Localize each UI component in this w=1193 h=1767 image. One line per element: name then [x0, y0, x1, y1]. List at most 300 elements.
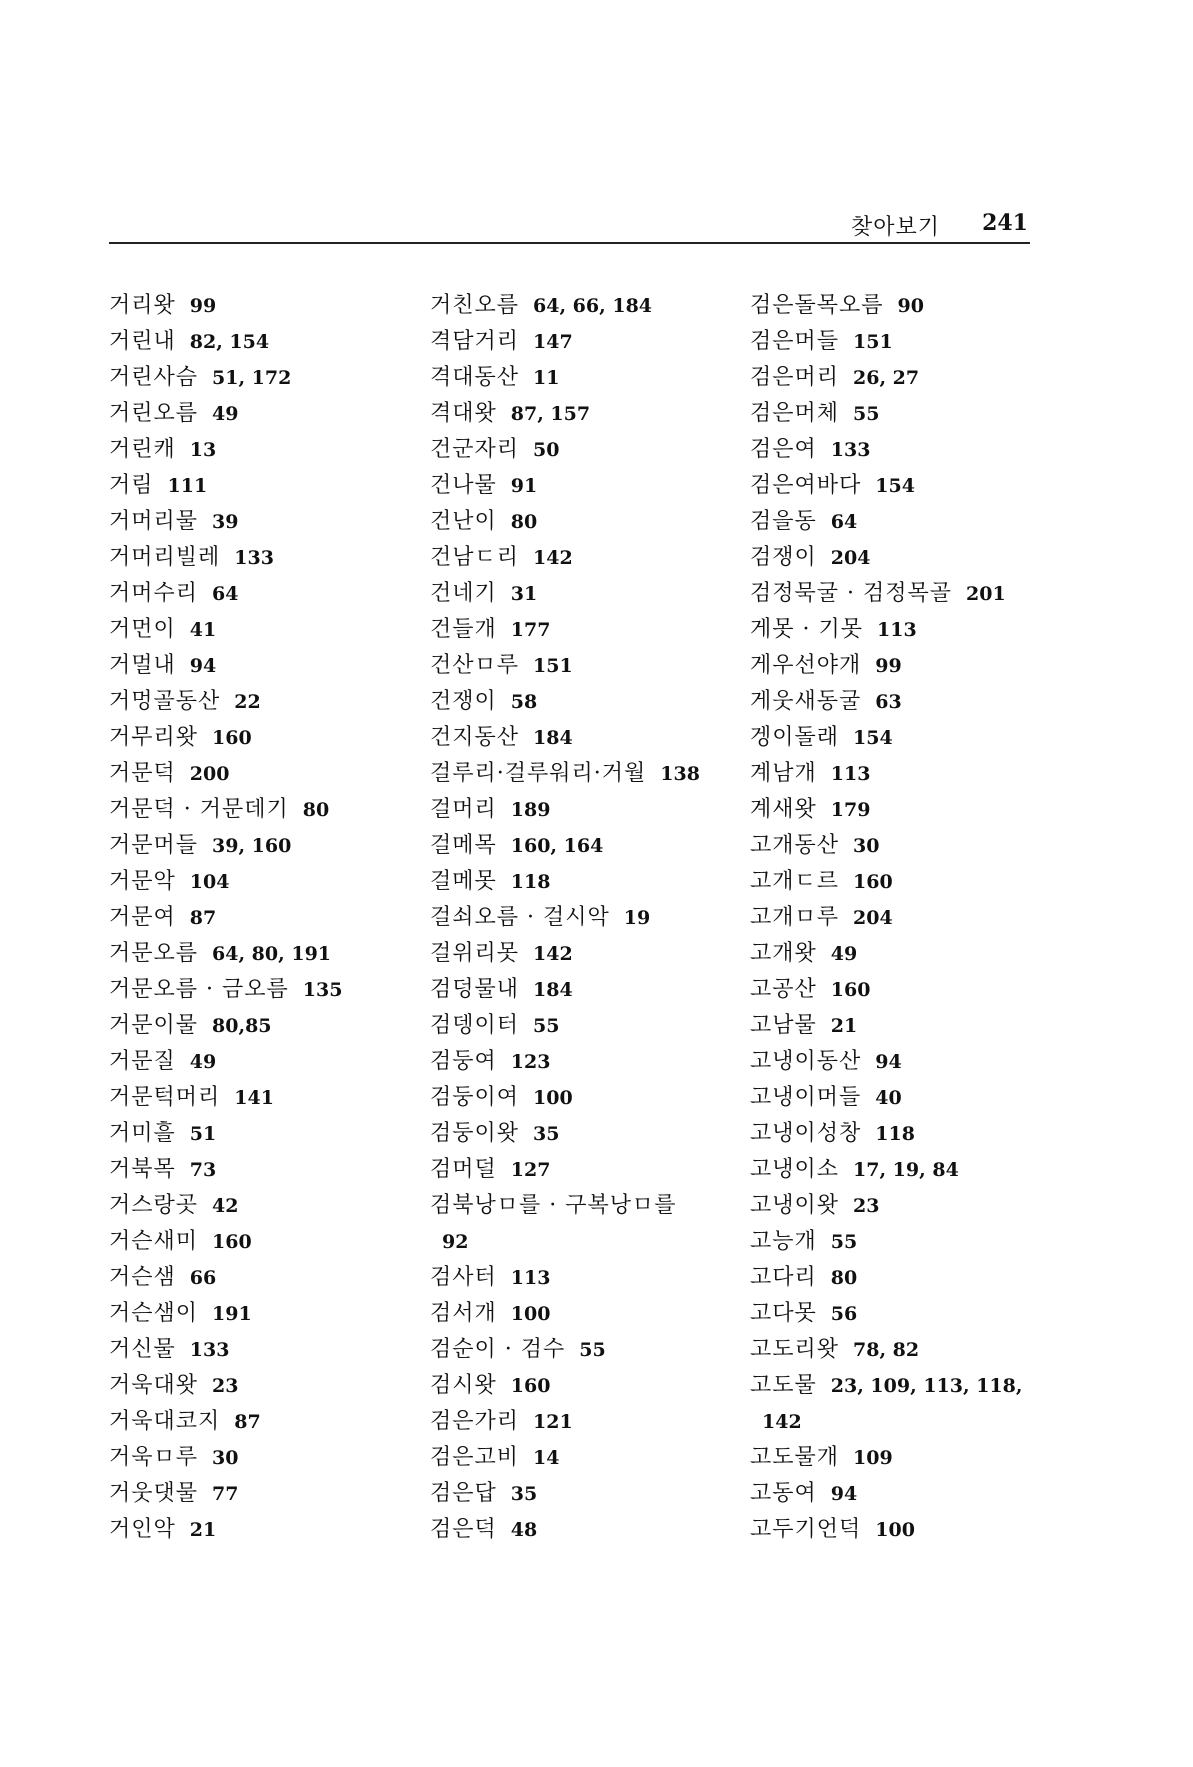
index-page-numbers: 179: [830, 799, 871, 821]
index-page-numbers: 151: [853, 331, 893, 353]
index-page-numbers: 141: [234, 1087, 274, 1109]
index-entry: [750, 900, 1050, 936]
index-term: 거문오름 · 금오름: [109, 977, 289, 1002]
index-term: 격대동산: [430, 365, 520, 390]
index-page-numbers: 127: [510, 1159, 551, 1181]
index-entry: [430, 684, 750, 720]
index-entry: [430, 1008, 750, 1044]
index-term: 거욱대코지: [109, 1409, 221, 1434]
index-entry: [750, 612, 1050, 648]
index-term: 거린사슴: [109, 365, 199, 390]
index-page-numbers: 142: [762, 1411, 802, 1433]
index-page-numbers: 87, 157: [510, 403, 591, 425]
index-page-numbers: 64, 66, 184: [533, 295, 653, 317]
index-entry: [109, 1260, 419, 1296]
index-term: 검은돌목오름: [750, 293, 884, 318]
index-term: 거먼이: [109, 617, 176, 642]
index-page-numbers: 80,85: [212, 1015, 272, 1037]
index-page-numbers: 135: [302, 979, 343, 1001]
index-entry: [109, 1008, 419, 1044]
index-entry: [109, 1440, 419, 1476]
index-entry: [750, 1260, 1050, 1296]
index-term: 건들개: [430, 617, 497, 642]
index-term: 걸위리못: [430, 941, 520, 966]
index-entry: [109, 1116, 419, 1152]
index-page-numbers: 94: [875, 1051, 902, 1073]
index-page-numbers: 23: [212, 1375, 239, 1397]
index-entry: [750, 1224, 1050, 1260]
index-term: 거욱대왓: [109, 1373, 199, 1398]
index-entry: [750, 1008, 1050, 1044]
index-entry: [750, 360, 1050, 396]
index-term: 검은가리: [430, 1409, 520, 1434]
index-entry: [109, 1080, 419, 1116]
index-page-numbers: 142: [533, 943, 573, 965]
index-page-numbers: 160, 164: [510, 835, 604, 857]
index-entry: [109, 792, 419, 828]
index-page-numbers: 118: [510, 871, 551, 893]
index-term: 거린캐: [109, 437, 176, 462]
index-entry: [750, 1368, 1050, 1404]
index-term: 거친오름: [430, 293, 520, 318]
index-page-numbers: 21: [189, 1519, 217, 1541]
index-entry: [430, 1404, 750, 1440]
index-entry: [430, 288, 750, 324]
index-entry: [750, 504, 1050, 540]
index-page-numbers: 111: [167, 475, 208, 497]
index-term: 건네기: [430, 581, 497, 606]
index-entry: [750, 396, 1050, 432]
index-entry: [430, 1368, 750, 1404]
index-term: 거슨샘이: [109, 1301, 199, 1326]
index-page-numbers: 138: [660, 763, 700, 785]
index-term: 검은덕: [430, 1517, 497, 1542]
index-entry: [430, 1116, 750, 1152]
index-page-numbers: 99: [189, 295, 217, 317]
index-term: 검시왓: [430, 1373, 497, 1398]
index-page-numbers: 133: [830, 439, 871, 461]
index-entry: [109, 1044, 419, 1080]
index-page-numbers: 42: [212, 1195, 239, 1217]
index-term: 검둥이여: [430, 1085, 520, 1110]
index-entry: [430, 1476, 750, 1512]
index-entry: [109, 324, 419, 360]
index-page-numbers: 154: [875, 475, 915, 497]
index-term: 검은여: [750, 437, 817, 462]
index-entry: [750, 864, 1050, 900]
index-term: 고냉이성창: [750, 1121, 862, 1146]
index-entry: [109, 504, 419, 540]
index-term: 거무리왓: [109, 725, 199, 750]
index-page-numbers: 30: [212, 1447, 239, 1469]
index-page-numbers: 80: [510, 511, 538, 533]
index-entry: [750, 1440, 1050, 1476]
index-entry: [750, 468, 1050, 504]
index-term: 겡이돌래: [750, 725, 840, 750]
index-page-numbers: 113: [830, 763, 871, 785]
index-entry: [750, 288, 1050, 324]
index-entry: [430, 1260, 750, 1296]
index-page-numbers: 63: [875, 691, 902, 713]
index-entry: [430, 1080, 750, 1116]
index-page-numbers: 41: [189, 619, 217, 641]
index-term: 거문여: [109, 905, 176, 930]
index-entry: [750, 432, 1050, 468]
index-page-numbers: 77: [212, 1483, 239, 1505]
index-term: 거문머들: [109, 833, 199, 858]
index-entry: [430, 720, 750, 756]
index-entry: [430, 1440, 750, 1476]
index-entry: [109, 1404, 419, 1440]
index-term: 검둥여: [430, 1049, 497, 1074]
index-page-numbers: 23, 109, 113, 118,: [830, 1375, 1023, 1397]
index-entry: [109, 396, 419, 432]
index-term: 검은답: [430, 1481, 497, 1506]
index-term: 거북목: [109, 1157, 176, 1182]
index-page-numbers: 87: [189, 907, 217, 929]
index-entry: [430, 432, 750, 468]
index-page-numbers: 26, 27: [853, 367, 920, 389]
index-term: 거린오름: [109, 401, 199, 426]
index-term: 걸메못: [430, 869, 497, 894]
index-term: 고개ㅁ루: [750, 905, 840, 930]
index-term: 고두기언덕: [750, 1517, 862, 1542]
index-entry: [109, 1152, 419, 1188]
index-entry: [750, 1404, 1050, 1440]
index-term: 거린내: [109, 329, 176, 354]
index-term: 고냉이왓: [750, 1193, 840, 1218]
index-entry: [750, 684, 1050, 720]
index-term: 검을동: [750, 509, 817, 534]
index-term: 게못 · 기못: [750, 617, 863, 642]
index-page-numbers: 200: [189, 763, 230, 785]
index-entry: [109, 432, 419, 468]
index-page-numbers: 87: [234, 1411, 261, 1433]
index-entry: [750, 1188, 1050, 1224]
index-entry: [430, 1332, 750, 1368]
index-entry: [750, 720, 1050, 756]
index-entry: [750, 1152, 1050, 1188]
index-page-numbers: 64: [212, 583, 239, 605]
index-entry: [430, 900, 750, 936]
index-term: 고남물: [750, 1013, 817, 1038]
index-entry: [750, 1512, 1050, 1548]
index-term: 거미흘: [109, 1121, 176, 1146]
index-entry: [430, 504, 750, 540]
index-entry: [109, 648, 419, 684]
index-page-numbers: 13: [189, 439, 217, 461]
index-term: 고다못: [750, 1301, 817, 1326]
index-entry: [430, 396, 750, 432]
index-term: 거리왓: [109, 293, 176, 318]
index-page-numbers: 160: [830, 979, 871, 1001]
index-entry: [750, 324, 1050, 360]
index-term: 고공산: [750, 977, 817, 1002]
index-page-numbers: 22: [234, 691, 261, 713]
index-page-numbers: 39, 160: [212, 835, 292, 857]
index-term: 건산ㅁ루: [430, 653, 520, 678]
index-term: 거슨새미: [109, 1229, 199, 1254]
index-term: 고냉이머들: [750, 1085, 862, 1110]
index-entry: [750, 540, 1050, 576]
index-page-numbers: 160: [510, 1375, 551, 1397]
index-term: 걸메목: [430, 833, 497, 858]
index-entry: [430, 1152, 750, 1188]
index-entry: [430, 1188, 750, 1224]
index-term: 거멍골동산: [109, 689, 221, 714]
index-page-numbers: 21: [830, 1015, 858, 1037]
index-term: 검뎅이터: [430, 1013, 520, 1038]
index-entry: [430, 648, 750, 684]
index-entry: [430, 1512, 750, 1548]
index-page-numbers: 49: [212, 403, 239, 425]
index-term: 고다리: [750, 1265, 817, 1290]
index-term: 걸쇠오름 · 걸시악: [430, 905, 610, 930]
index-page-numbers: 177: [510, 619, 551, 641]
index-term: 거스랑곳: [109, 1193, 199, 1218]
index-term: 고도리왓: [750, 1337, 840, 1362]
index-page-numbers: 104: [189, 871, 230, 893]
page-header: [109, 208, 1030, 244]
index-page-numbers: 19: [623, 907, 651, 929]
index-term: 고개왓: [750, 941, 817, 966]
index-entry: [430, 828, 750, 864]
index-page-numbers: 55: [579, 1339, 606, 1361]
index-column-1: [109, 288, 419, 1548]
index-entry: [109, 1368, 419, 1404]
index-page-numbers: 80: [830, 1267, 858, 1289]
index-term: 검쟁이: [750, 545, 817, 570]
index-term: 격대왓: [430, 401, 497, 426]
index-entry: [430, 1224, 750, 1260]
index-term: 건나물: [430, 473, 497, 498]
index-page-numbers: 94: [830, 1483, 858, 1505]
index-term: 거멀내: [109, 653, 176, 678]
index-term: 고도물개: [750, 1445, 840, 1470]
index-entry: [109, 540, 419, 576]
index-page-numbers: 31: [510, 583, 538, 605]
index-term: 계새왓: [750, 797, 817, 822]
index-page-numbers: 94: [189, 655, 217, 677]
index-page-numbers: 82, 154: [189, 331, 270, 353]
index-entry: [750, 576, 1050, 612]
index-page-numbers: 184: [533, 727, 573, 749]
index-page-numbers: 73: [189, 1159, 217, 1181]
index-page-numbers: 55: [853, 403, 880, 425]
index-entry: [109, 900, 419, 936]
index-entry: [750, 756, 1050, 792]
index-entry: [750, 1476, 1050, 1512]
index-entry: [109, 1296, 419, 1332]
index-entry: [430, 468, 750, 504]
index-entry: [750, 1116, 1050, 1152]
index-term: 검정묵굴 · 검정목골: [750, 581, 952, 606]
index-page-numbers: 201: [966, 583, 1006, 605]
index-page-numbers: 51, 172: [212, 367, 292, 389]
index-entry: [750, 648, 1050, 684]
index-entry: [109, 1188, 419, 1224]
index-term: 검둥이왓: [430, 1121, 520, 1146]
index-term: 건난이: [430, 509, 497, 534]
index-entry: [430, 360, 750, 396]
index-term: 거문이물: [109, 1013, 199, 1038]
index-term: 검서개: [430, 1301, 497, 1326]
index-page-numbers: 11: [533, 367, 560, 389]
index-page-numbers: 91: [510, 475, 538, 497]
index-term: 거욱ㅁ루: [109, 1445, 199, 1470]
index-page-numbers: 100: [875, 1519, 915, 1541]
index-entry: [109, 288, 419, 324]
index-page-numbers: 55: [830, 1231, 858, 1253]
index-entry: [430, 1296, 750, 1332]
index-term: 걸루리·걸루워리·거월: [430, 761, 647, 786]
index-page-numbers: 80: [302, 799, 330, 821]
index-term: 검머덜: [430, 1157, 497, 1182]
index-term: 거문턱머리: [109, 1085, 221, 1110]
index-term: 검은여바다: [750, 473, 862, 498]
index-term: 거문질: [109, 1049, 176, 1074]
index-term: 검은머리: [750, 365, 840, 390]
index-term: 계남개: [750, 761, 817, 786]
index-entry: [750, 792, 1050, 828]
index-term: 거머리물: [109, 509, 199, 534]
index-page-numbers: 100: [510, 1303, 551, 1325]
index-term: 고개ㄷ르: [750, 869, 840, 894]
index-page-numbers: 160: [212, 1231, 252, 1253]
index-page-numbers: 35: [533, 1123, 560, 1145]
index-page-numbers: 133: [189, 1339, 230, 1361]
index-entry: [430, 1044, 750, 1080]
index-entry: [430, 864, 750, 900]
index-entry: [750, 1044, 1050, 1080]
index-column-3: [750, 288, 1050, 1548]
index-entry: [109, 684, 419, 720]
index-term: 거머리빌레: [109, 545, 221, 570]
index-entry: [109, 972, 419, 1008]
index-term: 고냉이소: [750, 1157, 840, 1182]
index-term: 거인악: [109, 1517, 176, 1542]
index-entry: [750, 1332, 1050, 1368]
index-term: 거문덕 · 거문데기: [109, 797, 289, 822]
index-page-numbers: 50: [533, 439, 560, 461]
index-page-numbers: 160: [853, 871, 893, 893]
index-page-numbers: 123: [510, 1051, 551, 1073]
index-entry: [430, 324, 750, 360]
index-page-numbers: 133: [234, 547, 274, 569]
index-term: 검덩물내: [430, 977, 520, 1002]
index-entry: [109, 1332, 419, 1368]
index-entry: [109, 828, 419, 864]
header-title: 찾아보기: [850, 215, 940, 240]
index-page-numbers: 66: [189, 1267, 217, 1289]
index-term: 고개동산: [750, 833, 840, 858]
index-term: 건남ㄷ리: [430, 545, 520, 570]
index-entry: [109, 936, 419, 972]
index-term: 검은고비: [430, 1445, 520, 1470]
index-entry: [750, 972, 1050, 1008]
index-page-numbers: 58: [510, 691, 538, 713]
index-term: 건군자리: [430, 437, 520, 462]
index-term: 거웃댓물: [109, 1481, 199, 1506]
index-entry: [109, 720, 419, 756]
index-page-numbers: 121: [533, 1411, 573, 1433]
index-entry: [430, 540, 750, 576]
index-entry: [430, 936, 750, 972]
index-entry: [750, 828, 1050, 864]
index-page-numbers: 35: [510, 1483, 538, 1505]
index-page-numbers: 49: [189, 1051, 217, 1073]
index-entry: [750, 1296, 1050, 1332]
index-term: 걸머리: [430, 797, 497, 822]
index-term: 검은머체: [750, 401, 840, 426]
index-term: 검북낭ㅁ를 · 구복낭ㅁ를: [430, 1193, 677, 1218]
index-page-numbers: 40: [875, 1087, 902, 1109]
index-page-numbers: 118: [875, 1123, 915, 1145]
index-page-numbers: 51: [189, 1123, 217, 1145]
index-page-numbers: 23: [853, 1195, 880, 1217]
index-page-numbers: 56: [830, 1303, 858, 1325]
index-entry: [750, 1080, 1050, 1116]
index-entry: [109, 756, 419, 792]
index-term: 고능개: [750, 1229, 817, 1254]
index-term: 고동여: [750, 1481, 817, 1506]
index-page-numbers: 113: [877, 619, 917, 641]
index-page-numbers: 78, 82: [853, 1339, 920, 1361]
index-entry: [109, 612, 419, 648]
index-page-numbers: 49: [830, 943, 858, 965]
index-page-numbers: 147: [533, 331, 573, 353]
index-entry: [430, 972, 750, 1008]
index-term: 거문덕: [109, 761, 176, 786]
index-entry: [109, 1512, 419, 1548]
index-page-numbers: 55: [533, 1015, 560, 1037]
index-entry: [430, 576, 750, 612]
index-page-numbers: 30: [853, 835, 880, 857]
index-page-numbers: 100: [533, 1087, 573, 1109]
index-page-numbers: 64: [830, 511, 858, 533]
index-page-numbers: 204: [830, 547, 871, 569]
index-entry: [109, 576, 419, 612]
index-page-numbers: 204: [853, 907, 893, 929]
index-page-numbers: 189: [510, 799, 551, 821]
index-page-numbers: 151: [533, 655, 573, 677]
index-term: 건쟁이: [430, 689, 497, 714]
index-page-numbers: 142: [533, 547, 573, 569]
index-term: 게우선야개: [750, 653, 862, 678]
index-page-numbers: 113: [510, 1267, 551, 1289]
index-term: 거문오름: [109, 941, 199, 966]
index-page-numbers: 17, 19, 84: [853, 1159, 959, 1181]
index-entry: [109, 1476, 419, 1512]
index-entry: [430, 612, 750, 648]
page-number: 241: [982, 210, 1028, 236]
index-page-numbers: 90: [897, 295, 924, 317]
index-term: 거림: [109, 473, 154, 498]
index-entry: [430, 792, 750, 828]
index-entry: [109, 468, 419, 504]
index-term: 검사터: [430, 1265, 497, 1290]
index-term: 검은머들: [750, 329, 840, 354]
index-page-numbers: 48: [510, 1519, 538, 1541]
index-term: 게웃새동굴: [750, 689, 862, 714]
index-term: 거슨샘: [109, 1265, 176, 1290]
index-term: 거문악: [109, 869, 176, 894]
index-entry: [109, 864, 419, 900]
index-term: 건지동산: [430, 725, 520, 750]
index-page-numbers: 109: [853, 1447, 893, 1469]
index-term: 검순이 · 검수: [430, 1337, 566, 1362]
index-term: 거머수리: [109, 581, 199, 606]
